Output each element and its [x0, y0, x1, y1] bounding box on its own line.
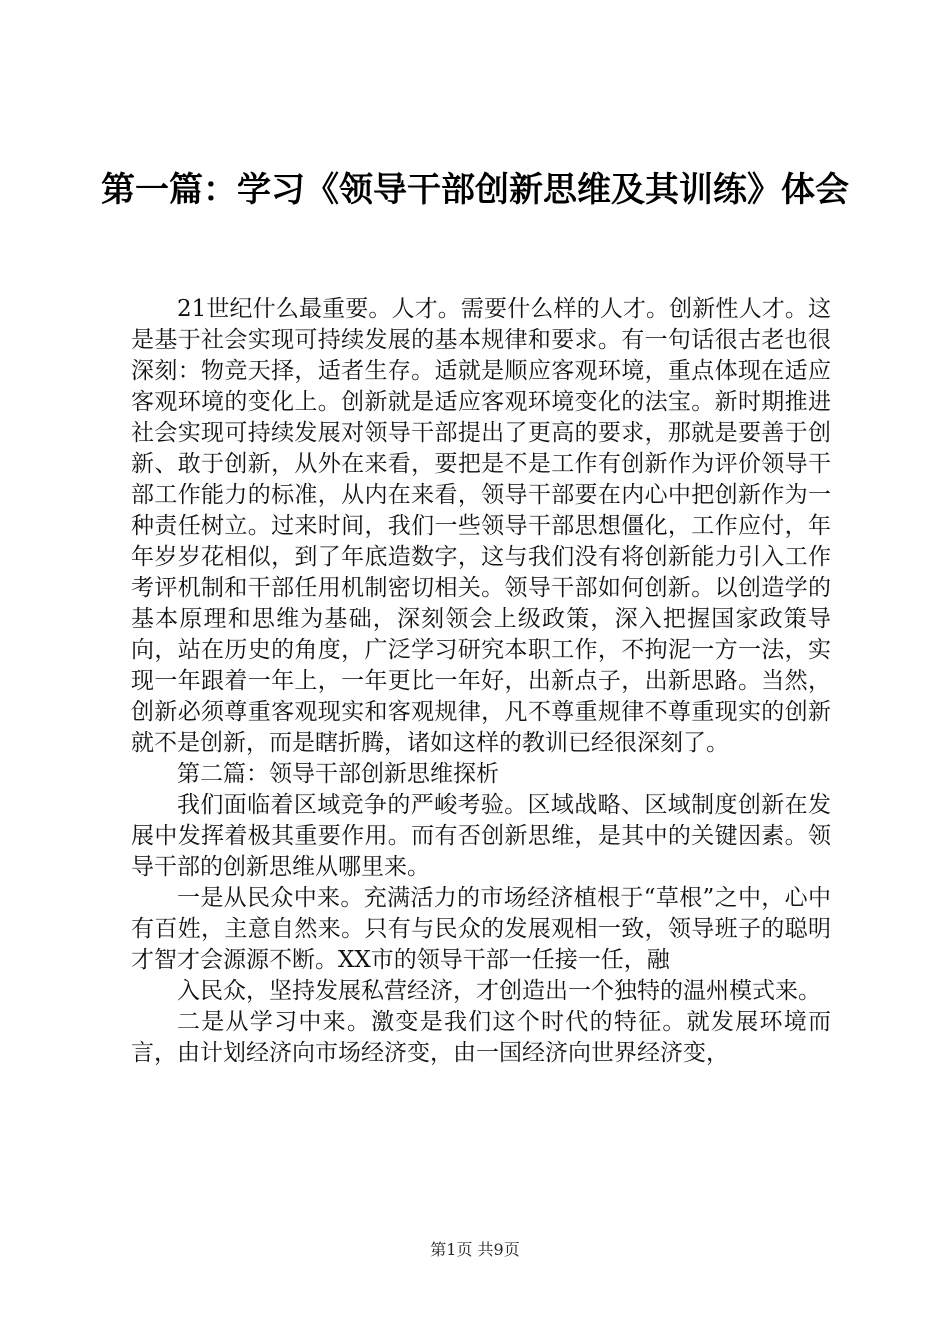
paragraph: 我们面临着区域竞争的严峻考验。区域战略、区域制度创新在发展中发挥着极其重要作用。而有否创新思维，是其中的关键因素。领导干部的创新思维从哪里来。: [131, 792, 831, 880]
paragraph: 一是从民众中来。充满活力的市场经济植根于“草根”之中，心中有百姓，主意自然来。只有与民众的发展观相一致，领导班子的聪明才智才会源源不断。XX市的领导干部一任接一任，融: [131, 885, 831, 973]
document-body: [131, 294, 831, 1069]
page-number-footer: 第1页 共9页: [430, 1240, 520, 1259]
paragraph: 入民众，坚持发展私营经济，才创造出一个独特的温州模式来。: [177, 978, 821, 1004]
paragraph: 二是从学习中来。激变是我们这个时代的特征。就发展环境而言，由计划经济向市场经济变，由一国经济向世界经济变，: [131, 1009, 831, 1066]
section-heading: 第二篇：领导干部创新思维探析: [177, 761, 499, 787]
paragraph: 21世纪什么最重要。人才。需要什么样的人才。创新性人才。这是基于社会实现可持续发展的基本规律和要求。有一句话很古老也很深刻：物竞天择，适者生存。适就是顺应客观环境，重点体现在适应客观环境的变化上。创新就是适应客观环境变化的法宝。新时期推进社会实现可持续发展对领导干部提出了更高的要求，那就是要善于创新、敢于创新，从外在来看，要把是不是工作有创新作为评价领导干部工作能力的标准，从内在来看，领导干部要在内心中把创新作为一种责任树立。过来时间，我们一些领导干部思想僵化，工作应付，年年岁岁花相似，到了年底造数字，这与我们没有将创新能力引入工作考评机制和干部任用机制密切相关。领导干部如何创新。以创造学的基本原理和思维为基础，深刻领会上级政策，深入把握国家政策导向，站在历史的角度，广泛学习研究本职工作，不拘泥一方一法，实现一年跟着一年上，一年更比一年好，出新点子，出新思路。当然，创新必须尊重客观现实和客观规律，凡不尊重规律不尊重现实的创新就不是创新，而是瞎折腾，诸如这样的教训已经很深刻了。: [131, 296, 831, 756]
document-title: 第一篇：学习《领导干部创新思维及其训练》体会: [101, 170, 849, 210]
